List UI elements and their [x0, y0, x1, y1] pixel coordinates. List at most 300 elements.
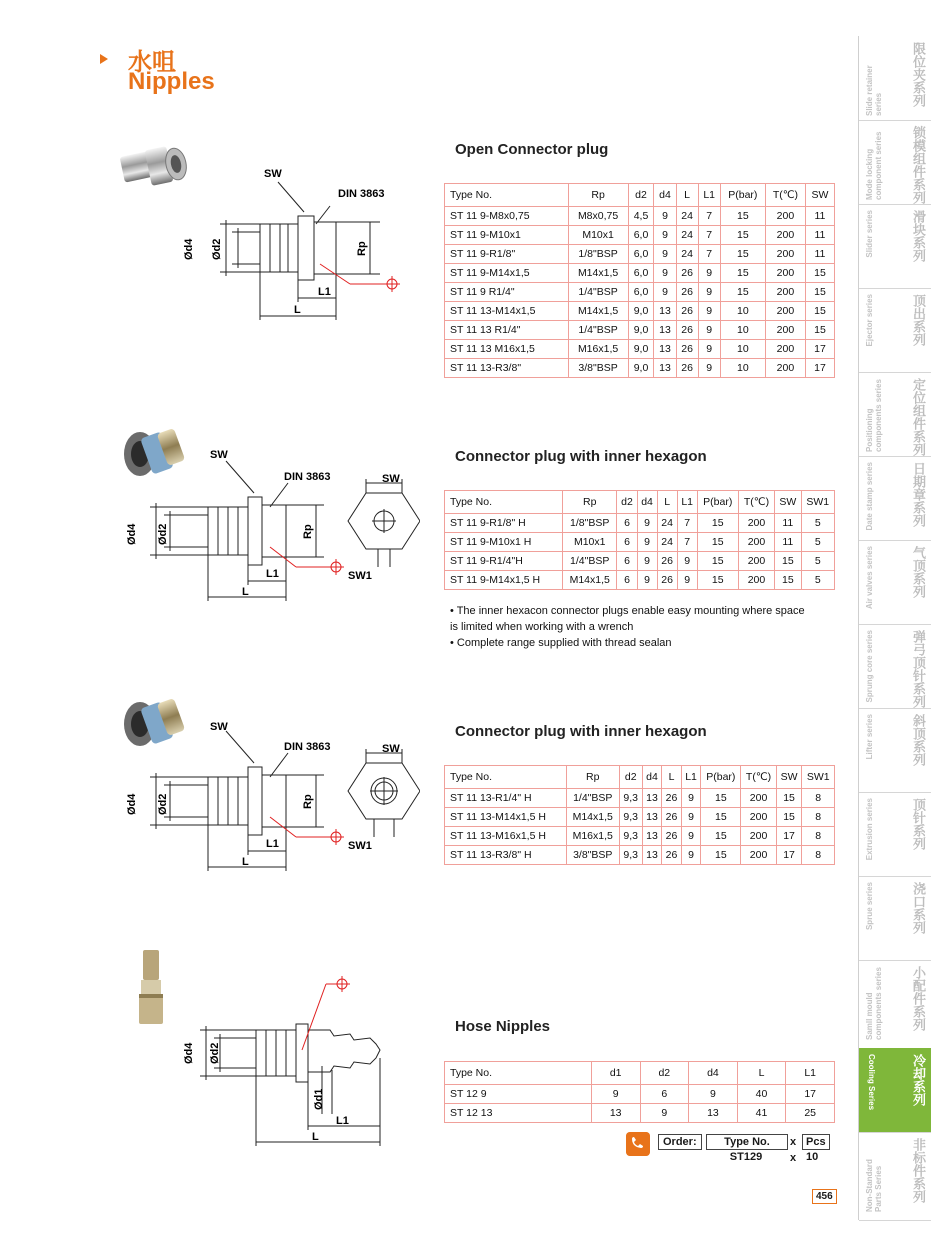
technical-drawing-open-connector — [170, 160, 415, 325]
table-cell: 200 — [741, 789, 776, 808]
table-cell: 9,0 — [628, 340, 654, 359]
table-cell: ST 11 13-R1/4" H — [445, 789, 567, 808]
column-header: d1 — [591, 1062, 640, 1085]
sidebar-item[interactable] — [859, 1048, 931, 1133]
table-cell: 26 — [676, 302, 698, 321]
table-cell: 200 — [765, 207, 805, 226]
table-cell: 7 — [677, 514, 697, 533]
table-cell: 15 — [720, 245, 765, 264]
table-row — [445, 789, 835, 808]
notes — [450, 603, 805, 651]
table-cell: 200 — [765, 302, 805, 321]
sidebar-item-label-cn: 小配件系列 — [911, 966, 926, 1031]
sidebar-item[interactable] — [859, 1132, 931, 1221]
technical-drawing-hose-nipple — [170, 970, 400, 1150]
sidebar-item-label-en: Slider series — [865, 210, 874, 258]
table-cell: M8x0,75 — [568, 207, 628, 226]
sidebar-item-label-cn: 限位夹系列 — [911, 42, 926, 107]
table-cell: 9 — [637, 571, 657, 590]
sidebar-item-label-cn: 冷却系列 — [911, 1054, 926, 1106]
note-line: • The inner hexacon connector plugs enable easy mounting where space — [450, 605, 805, 617]
table-row — [445, 245, 835, 264]
table-cell: 200 — [738, 571, 774, 590]
order-label: Order: — [658, 1134, 702, 1150]
table-cell: 15 — [805, 264, 834, 283]
sidebar-item[interactable] — [859, 372, 931, 457]
table-cell: ST 11 9-M14x1,5 H — [445, 571, 563, 590]
table-cell: 15 — [697, 533, 738, 552]
product-photo-hose-nipple — [134, 946, 168, 1028]
table-cell: ST 11 13-R3/8" H — [445, 846, 567, 865]
label-l1: L1 — [336, 1115, 349, 1127]
table-cell: 9 — [640, 1104, 689, 1123]
table-cell: 10 — [720, 302, 765, 321]
table-cell: 6,0 — [628, 245, 654, 264]
table-cell: 13 — [591, 1104, 640, 1123]
table-cell: ST 11 9-M10x1 — [445, 226, 569, 245]
sidebar-item-label-cn: 定位组件系列 — [911, 378, 926, 456]
sidebar-item-label-en: Positioning components series — [865, 379, 883, 452]
table-cell: 3/8"BSP — [566, 846, 619, 865]
table-cell: 17 — [805, 359, 834, 378]
sidebar-item-label-cn: 日期章系列 — [911, 462, 926, 527]
table-cell: 200 — [741, 827, 776, 846]
sidebar-item-label-en: Sprue series — [865, 882, 874, 931]
table-cell: M16x1,5 — [566, 827, 619, 846]
table-cell: 13 — [642, 808, 662, 827]
table-cell: 9 — [637, 514, 657, 533]
table-row — [445, 1085, 835, 1104]
sidebar-item-label-en: Ejector series — [865, 294, 874, 347]
table-cell: 9,3 — [619, 846, 642, 865]
note-line: is limited when working with a wrench — [450, 621, 634, 633]
table-cell: M16x1,5 — [568, 340, 628, 359]
column-header: T(℃) — [738, 491, 774, 514]
table-cell: 6 — [617, 514, 637, 533]
table-cell: 17 — [776, 827, 802, 846]
table-cell: 9,3 — [619, 827, 642, 846]
sidebar-item[interactable] — [859, 288, 931, 373]
table-cell: 9 — [681, 846, 701, 865]
table-cell: 26 — [676, 264, 698, 283]
sidebar-item[interactable] — [859, 792, 931, 877]
column-header: L1 — [698, 184, 720, 207]
sidebar-item-label-en: Slide retainer series — [865, 65, 883, 116]
table-cell: 9 — [637, 552, 657, 571]
table-cell: 9 — [698, 359, 720, 378]
table-cell: 6 — [617, 571, 637, 590]
sidebar-item-label-en: Date stamp series — [865, 462, 874, 531]
sidebar-item-label-en: Extrusion series — [865, 798, 874, 861]
table-cell: ST 11 9-M14x1,5 — [445, 264, 569, 283]
sidebar-item[interactable] — [859, 36, 931, 121]
spec-table-inner-hexagon-13 — [444, 765, 835, 865]
table-cell: 15 — [720, 207, 765, 226]
table-cell: 17 — [786, 1085, 835, 1104]
table-cell: 17 — [805, 340, 834, 359]
table-row — [445, 359, 835, 378]
label-rp: Rp — [302, 524, 314, 539]
table-cell: 9 — [698, 321, 720, 340]
table-row — [445, 533, 835, 552]
table-cell: 15 — [805, 302, 834, 321]
column-header: T(℃) — [765, 184, 805, 207]
label-sw-hex: SW — [382, 743, 400, 755]
table-cell: 200 — [765, 359, 805, 378]
table-cell: 11 — [775, 514, 801, 533]
table-cell: 10 — [720, 359, 765, 378]
table-cell: 24 — [676, 207, 698, 226]
sidebar-item[interactable] — [859, 204, 931, 289]
table-cell: 9,3 — [619, 808, 642, 827]
table-cell: 26 — [662, 789, 682, 808]
label-d4: Ød4 — [183, 238, 195, 260]
table-cell: 9 — [677, 571, 697, 590]
table-cell: 9 — [698, 283, 720, 302]
column-header: Rp — [566, 766, 619, 789]
sidebar-item-label-en: Lifter series — [865, 714, 874, 760]
table-cell: 9 — [681, 827, 701, 846]
table-cell: 5 — [801, 514, 834, 533]
sidebar-item-label-cn: 锁模组件系列 — [911, 126, 926, 204]
column-header: Type No. — [445, 491, 563, 514]
order-type-header: Type No. — [706, 1134, 788, 1150]
column-header: d4 — [642, 766, 662, 789]
table-cell: 11 — [805, 207, 834, 226]
column-header: L1 — [681, 766, 701, 789]
title-chinese: 水咀 — [128, 49, 176, 76]
table-cell: 1/4"BSP — [562, 552, 616, 571]
table-cell: 13 — [654, 302, 676, 321]
sidebar-item[interactable] — [859, 876, 931, 961]
table-cell: 15 — [805, 321, 834, 340]
sidebar-item[interactable] — [859, 960, 931, 1049]
sidebar-item-label-en: Samll mould components series — [865, 967, 883, 1040]
sidebar-item-label-cn: 弹弓顶针系列 — [911, 630, 926, 708]
sidebar-item-label-cn: 浇口系列 — [911, 882, 926, 934]
category-sidebar — [858, 36, 932, 1220]
table-cell: 200 — [765, 321, 805, 340]
table-cell: M14x1,5 — [566, 808, 619, 827]
table-cell: 15 — [775, 552, 801, 571]
table-cell: 8 — [802, 846, 835, 865]
table-row — [445, 340, 835, 359]
table-header-row — [445, 766, 835, 789]
label-sw1: SW1 — [348, 840, 372, 852]
table-row — [445, 226, 835, 245]
table-cell: 15 — [701, 808, 741, 827]
table-cell: 26 — [657, 571, 677, 590]
table-cell: 26 — [676, 321, 698, 340]
table-cell: 6 — [617, 552, 637, 571]
table-cell: 15 — [775, 571, 801, 590]
column-header: SW — [805, 184, 834, 207]
table-header-row — [445, 184, 835, 207]
table-cell: 9 — [654, 264, 676, 283]
table-cell: 15 — [697, 571, 738, 590]
table-cell: 24 — [676, 226, 698, 245]
table-cell: 15 — [720, 264, 765, 283]
table-cell: 200 — [765, 264, 805, 283]
table-cell: 9,0 — [628, 321, 654, 340]
table-cell: 26 — [662, 846, 682, 865]
table-row — [445, 827, 835, 846]
label-l: L — [294, 304, 301, 316]
table-cell: 24 — [676, 245, 698, 264]
table-cell: 13 — [642, 827, 662, 846]
table-cell: 15 — [776, 808, 802, 827]
table-cell: 8 — [802, 827, 835, 846]
table-row — [445, 514, 835, 533]
table-cell: 6,0 — [628, 226, 654, 245]
table-cell: ST 11 13-M14x1,5 — [445, 302, 569, 321]
table-row — [445, 846, 835, 865]
column-header: Rp — [562, 491, 616, 514]
table-cell: 1/8"BSP — [562, 514, 616, 533]
table-cell: 1/4"BSP — [568, 283, 628, 302]
table-cell: 200 — [741, 846, 776, 865]
table-cell: 6 — [617, 533, 637, 552]
sidebar-item-label-cn: 非标件系列 — [911, 1138, 926, 1203]
section-title-inner-hexagon-9: Connector plug with inner hexagon — [455, 448, 707, 465]
table-cell: 200 — [738, 533, 774, 552]
sidebar-item-label-cn: 斜顶系列 — [911, 714, 926, 766]
table-cell: 7 — [677, 533, 697, 552]
sidebar-item[interactable] — [859, 456, 931, 541]
label-d4: Ød4 — [126, 793, 138, 815]
spec-table-hose-nipples — [444, 1061, 835, 1123]
table-row — [445, 321, 835, 340]
table-cell: 9 — [698, 302, 720, 321]
note-line: • Complete range supplied with thread sealan — [450, 637, 672, 649]
table-cell: 9 — [689, 1085, 738, 1104]
table-cell: 6 — [640, 1085, 689, 1104]
table-header-row — [445, 1062, 835, 1085]
table-cell: ST 11 9-M10x1 H — [445, 533, 563, 552]
table-cell: 26 — [676, 340, 698, 359]
table-cell: ST 12 9 — [445, 1085, 592, 1104]
table-cell: 15 — [701, 846, 741, 865]
label-din: DIN 3863 — [338, 188, 385, 200]
table-cell: 15 — [701, 827, 741, 846]
table-cell: 200 — [741, 808, 776, 827]
page-number: 456 — [812, 1189, 837, 1204]
label-din: DIN 3863 — [284, 741, 331, 753]
table-cell: 26 — [657, 552, 677, 571]
table-cell: 13 — [654, 359, 676, 378]
table-cell: 9 — [654, 207, 676, 226]
label-sw: SW — [210, 449, 228, 461]
label-sw1: SW1 — [348, 570, 372, 582]
sidebar-item-label-cn: 顶针系列 — [911, 798, 926, 850]
table-cell: ST 11 13 M16x1,5 — [445, 340, 569, 359]
table-cell: 26 — [676, 359, 698, 378]
column-header: L — [657, 491, 677, 514]
table-cell: ST 11 13-R3/8" — [445, 359, 569, 378]
table-cell: ST 11 9-R1/8" — [445, 245, 569, 264]
table-cell: 17 — [776, 846, 802, 865]
column-header: P(bar) — [720, 184, 765, 207]
label-l1: L1 — [266, 568, 279, 580]
table-cell: 15 — [720, 226, 765, 245]
table-cell: 6,0 — [628, 264, 654, 283]
column-header: d4 — [654, 184, 676, 207]
table-cell: 24 — [657, 533, 677, 552]
sidebar-item-label-en: Cooling Series — [867, 1054, 876, 1111]
column-header: L1 — [786, 1062, 835, 1085]
label-d1: Ød1 — [313, 1088, 325, 1110]
table-cell: 200 — [738, 514, 774, 533]
technical-drawing-inner-hexagon-9 — [120, 445, 420, 605]
order-multiply: x — [790, 1152, 797, 1164]
table-cell: 9 — [698, 340, 720, 359]
label-rp: Rp — [302, 794, 314, 809]
table-row — [445, 808, 835, 827]
table-cell: 15 — [697, 552, 738, 571]
sidebar-item-label-cn: 气顶系列 — [911, 546, 926, 598]
column-header: L — [662, 766, 682, 789]
column-header: SW1 — [802, 766, 835, 789]
table-row — [445, 552, 835, 571]
table-cell: 8 — [802, 789, 835, 808]
table-cell: 5 — [801, 533, 834, 552]
table-cell: 13 — [654, 340, 676, 359]
label-l: L — [242, 586, 249, 598]
column-header: Type No. — [445, 184, 569, 207]
table-cell: ST 11 13 R1/4" — [445, 321, 569, 340]
table-cell: 41 — [737, 1104, 786, 1123]
column-header: d4 — [689, 1062, 738, 1085]
table-cell: 9 — [681, 789, 701, 808]
table-cell: 1/4"BSP — [566, 789, 619, 808]
table-cell: 9 — [681, 808, 701, 827]
sidebar-item-label-cn: 顶出系列 — [911, 294, 926, 346]
table-cell: 3/8"BSP — [568, 359, 628, 378]
sidebar-item[interactable] — [859, 708, 931, 793]
label-d2: Ød2 — [157, 793, 169, 815]
table-cell: ST 11 9-R1/8" H — [445, 514, 563, 533]
column-header: d2 — [640, 1062, 689, 1085]
table-cell: 15 — [776, 789, 802, 808]
column-header: SW1 — [801, 491, 834, 514]
column-header: P(bar) — [697, 491, 738, 514]
table-cell: 11 — [805, 245, 834, 264]
column-header: L1 — [677, 491, 697, 514]
label-d4: Ød4 — [126, 523, 138, 545]
table-cell: ST 11 13-M16x1,5 H — [445, 827, 567, 846]
spec-table-open-connector — [444, 183, 835, 378]
table-cell: 15 — [720, 283, 765, 302]
label-l1: L1 — [318, 286, 331, 298]
table-cell: 25 — [786, 1104, 835, 1123]
table-cell: 6,0 — [628, 283, 654, 302]
label-rp: Rp — [356, 241, 368, 256]
table-cell: 10 — [720, 321, 765, 340]
table-row — [445, 264, 835, 283]
sidebar-item[interactable] — [859, 540, 931, 625]
table-cell: 13 — [642, 846, 662, 865]
column-header: T(℃) — [741, 766, 776, 789]
column-header: SW — [775, 491, 801, 514]
label-l: L — [312, 1131, 319, 1143]
column-header: d2 — [628, 184, 654, 207]
table-cell: 5 — [801, 552, 834, 571]
table-row — [445, 207, 835, 226]
technical-drawing-inner-hexagon-13 — [120, 715, 420, 875]
table-cell: 26 — [676, 283, 698, 302]
label-sw-hex: SW — [382, 473, 400, 485]
label-d2: Ød2 — [157, 523, 169, 545]
table-header-row — [445, 491, 835, 514]
table-cell: 200 — [765, 340, 805, 359]
table-cell: 9 — [591, 1085, 640, 1104]
order-multiply: x — [790, 1136, 797, 1148]
table-cell: 200 — [765, 226, 805, 245]
sidebar-item[interactable] — [859, 120, 931, 205]
column-header: Type No. — [445, 766, 567, 789]
column-header: d2 — [619, 766, 642, 789]
spec-table-inner-hexagon-9 — [444, 490, 835, 590]
table-row — [445, 1104, 835, 1123]
table-cell: 9 — [654, 226, 676, 245]
table-cell: 9 — [654, 283, 676, 302]
column-header: Rp — [568, 184, 628, 207]
table-cell: ST 11 9-R1/4"H — [445, 552, 563, 571]
section-title-hose-nipples: Hose Nipples — [455, 1018, 551, 1035]
table-cell: 9 — [654, 245, 676, 264]
column-header: SW — [776, 766, 802, 789]
order-type-value: ST129 — [729, 1151, 763, 1163]
label-l: L — [242, 856, 249, 868]
triangle-bullet-icon — [100, 54, 108, 64]
sidebar-item-label-cn: 滑块系列 — [911, 210, 926, 262]
table-cell: M10x1 — [568, 226, 628, 245]
table-cell: 24 — [657, 514, 677, 533]
table-cell: 9 — [677, 552, 697, 571]
column-header: Type No. — [445, 1062, 592, 1085]
label-d2: Ød2 — [209, 1042, 221, 1064]
sidebar-item[interactable] — [859, 624, 931, 709]
column-header: d2 — [617, 491, 637, 514]
table-cell: 9 — [637, 533, 657, 552]
table-cell: 15 — [805, 283, 834, 302]
table-cell: 5 — [801, 571, 834, 590]
table-cell: M10x1 — [562, 533, 616, 552]
label-din: DIN 3863 — [284, 471, 331, 483]
table-cell: 15 — [701, 789, 741, 808]
table-cell: 1/4"BSP — [568, 321, 628, 340]
sidebar-item-label-en: Sprung core series — [865, 630, 874, 703]
table-cell: 13 — [654, 321, 676, 340]
table-cell: M14x1,5 — [562, 571, 616, 590]
table-cell: ST 11 9 R1/4" — [445, 283, 569, 302]
table-cell: 10 — [720, 340, 765, 359]
table-cell: 13 — [689, 1104, 738, 1123]
table-cell: 9,0 — [628, 302, 654, 321]
label-l1: L1 — [266, 838, 279, 850]
table-row — [445, 302, 835, 321]
column-header: d4 — [637, 491, 657, 514]
sidebar-item-label-en: Non-Standard Parts Series — [865, 1159, 883, 1212]
table-cell: 200 — [765, 245, 805, 264]
column-header: L — [676, 184, 698, 207]
table-cell: M14x1,5 — [568, 302, 628, 321]
table-cell: 9,3 — [619, 789, 642, 808]
table-cell: ST 11 13-M14x1,5 H — [445, 808, 567, 827]
table-cell: 15 — [697, 514, 738, 533]
table-cell: 7 — [698, 207, 720, 226]
order-pcs-value: 10 — [806, 1151, 819, 1163]
